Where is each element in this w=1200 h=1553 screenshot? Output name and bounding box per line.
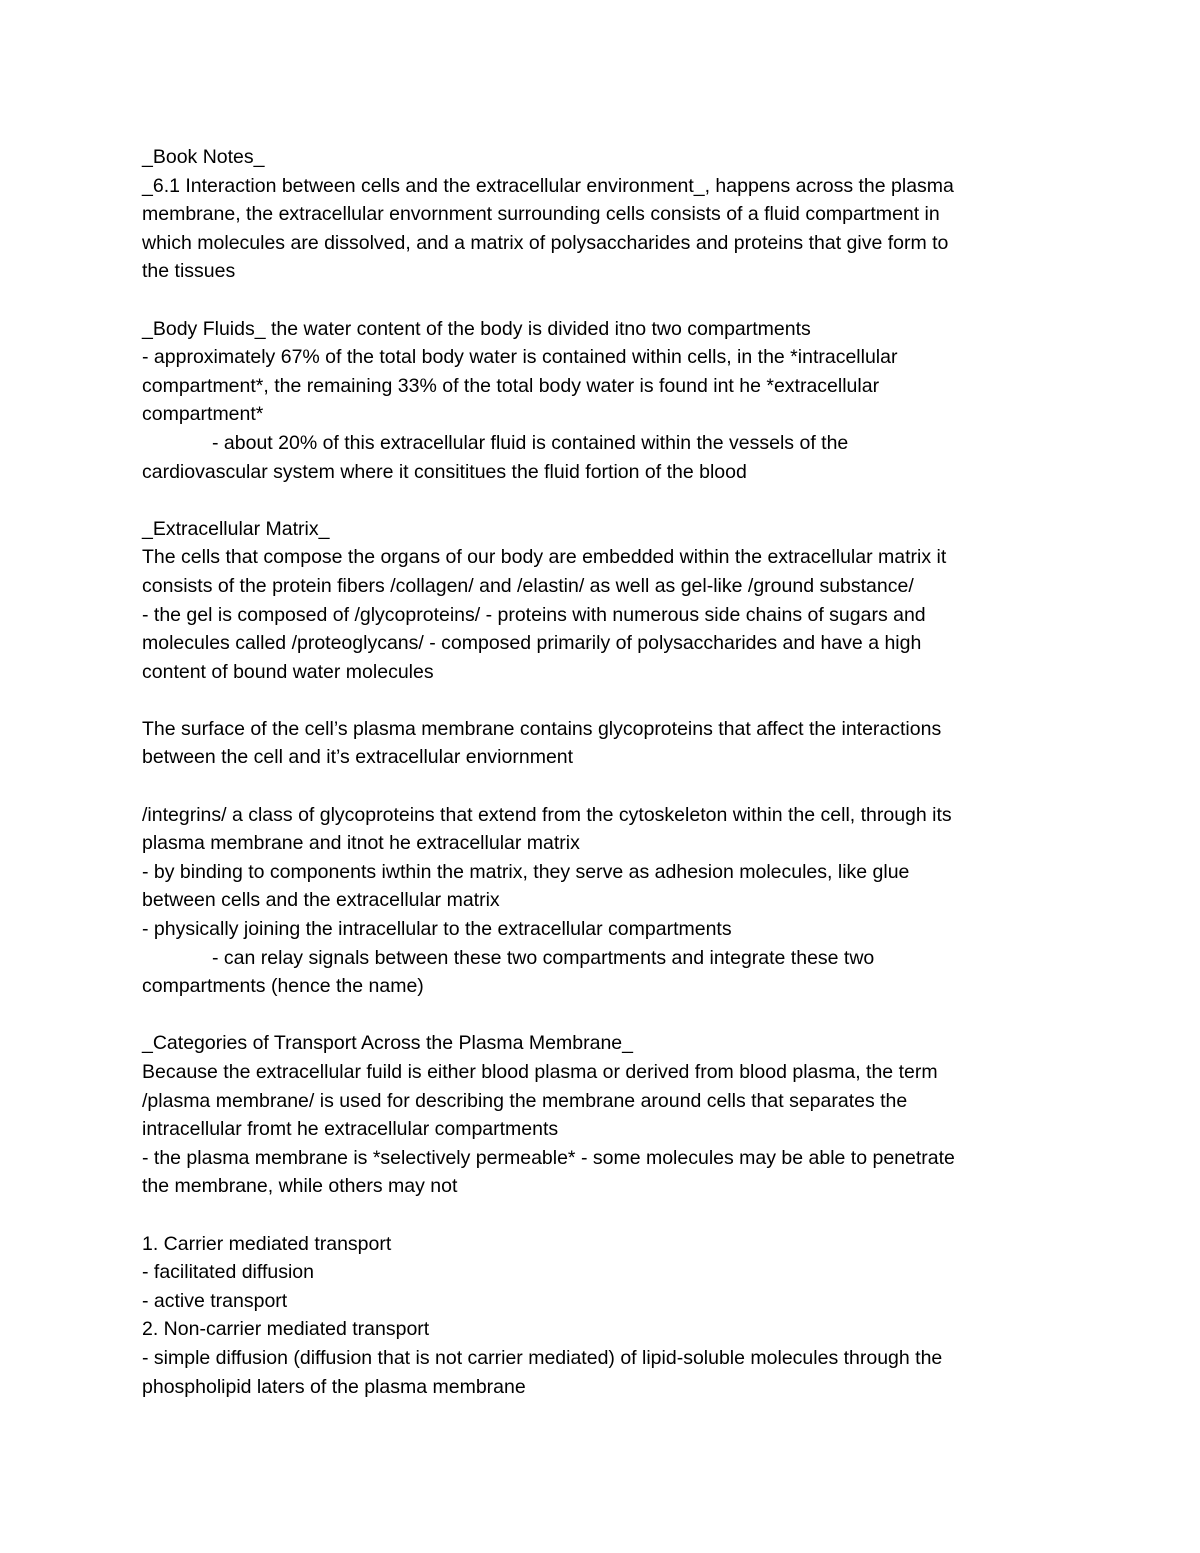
cell-surface-line: between the cell and it’s extracellular enviornment (142, 746, 574, 769)
section-6-1-line: the tissues (142, 260, 236, 283)
integrins-line: /integrins/ a class of glycoproteins that extend from the cytoskeleton within the cell, through its (142, 803, 952, 826)
transport-list-item: 1. Carrier mediated transport (142, 1232, 392, 1255)
integrins-line: plasma membrane and itnot he extracellular matrix (142, 832, 580, 855)
extracellular-matrix-line: consists of the protein fibers /collagen/ and /elastin/ as well as gel-like /ground substance/ (142, 574, 914, 597)
extracellular-matrix-line: The cells that compose the organs of our body are embedded within the extracellular matrix it (142, 546, 947, 569)
integrins-line: - by binding to components iwthin the matrix, they serve as adhesion molecules, like glue (142, 860, 910, 883)
section-6-1-line: membrane, the extracellular envornment surrounding cells consists of a fluid compartment in (142, 203, 940, 226)
transport-line: Because the extracellular fuild is either blood plasma or derived from blood plasma, the term (142, 1061, 938, 1083)
blank-line (142, 286, 1062, 315)
transport-list-item: - simple diffusion (diffusion that is not carrier mediated) of lipid-soluble molecules through the (142, 1346, 943, 1369)
extracellular-matrix-line: molecules called /proteoglycans/ - composed primarily of polysaccharides and have a high (142, 632, 922, 655)
blank-line (142, 1001, 1062, 1030)
body-fluids-line: compartment*, the remaining 33% of the total body water is found int he *extracellular (142, 374, 880, 397)
transport-list-item: - active transport (142, 1289, 288, 1312)
blank-line (142, 686, 1062, 715)
heading-book-notes: _Book Notes_ (142, 146, 265, 168)
integrins-line: compartments (hence the name) (142, 975, 424, 998)
body-fluids-line: _Body Fluids_ the water content of the body is divided itno two compartments (142, 317, 811, 340)
section-6-1-line: _6.1 Interaction between cells and the extracellular environment_, happens across the plasma (142, 174, 954, 197)
transport-list-item: 2. Non-carrier mediated transport (142, 1318, 430, 1341)
blank-line (142, 1201, 1062, 1230)
integrins-line: - physically joining the intracellular to the extracellular compartments (142, 918, 732, 941)
body-fluids-indented-line: - about 20% of this extracellular fluid is contained within the vessels of the (212, 431, 849, 454)
blank-line (142, 772, 1062, 801)
extracellular-matrix-line: - the gel is composed of /glycoproteins/ - proteins with numerous side chains of sugars and (142, 603, 926, 626)
blank-line (142, 486, 1062, 515)
document-body (142, 143, 1062, 1401)
body-fluids-line: cardiovascular system where it consititues the fluid fortion of the blood (142, 460, 747, 483)
body-fluids-line: compartment* (142, 403, 264, 426)
transport-line: intracellular fromt he extracellular compartments (142, 1118, 559, 1141)
integrins-line: between cells and the extracellular matrix (142, 889, 500, 912)
transport-list-item: - facilitated diffusion (142, 1261, 314, 1284)
section-6-1-line: which molecules are dissolved, and a matrix of polysaccharides and proteins that give form to (142, 231, 949, 254)
transport-line: /plasma membrane/ is used for describing the membrane around cells that separates the (142, 1089, 908, 1112)
transport-list-item: phospholipid laters of the plasma membrane (142, 1375, 526, 1398)
heading-transport-categories: _Categories of Transport Across the Plasma Membrane_ (142, 1032, 633, 1055)
extracellular-matrix-line: content of bound water molecules (142, 660, 434, 683)
transport-line: the membrane, while others may not (142, 1175, 458, 1198)
transport-line: - the plasma membrane is *selectively permeable* - some molecules may be able to penetrate (142, 1146, 955, 1169)
integrins-indented-line: - can relay signals between these two compartments and integrate these two (212, 946, 875, 969)
body-fluids-line: - approximately 67% of the total body water is contained within cells, in the *intracellular (142, 346, 898, 369)
cell-surface-line: The surface of the cell’s plasma membrane contains glycoproteins that affect the interactions (142, 717, 942, 740)
heading-extracellular-matrix: _Extracellular Matrix_ (142, 517, 330, 540)
